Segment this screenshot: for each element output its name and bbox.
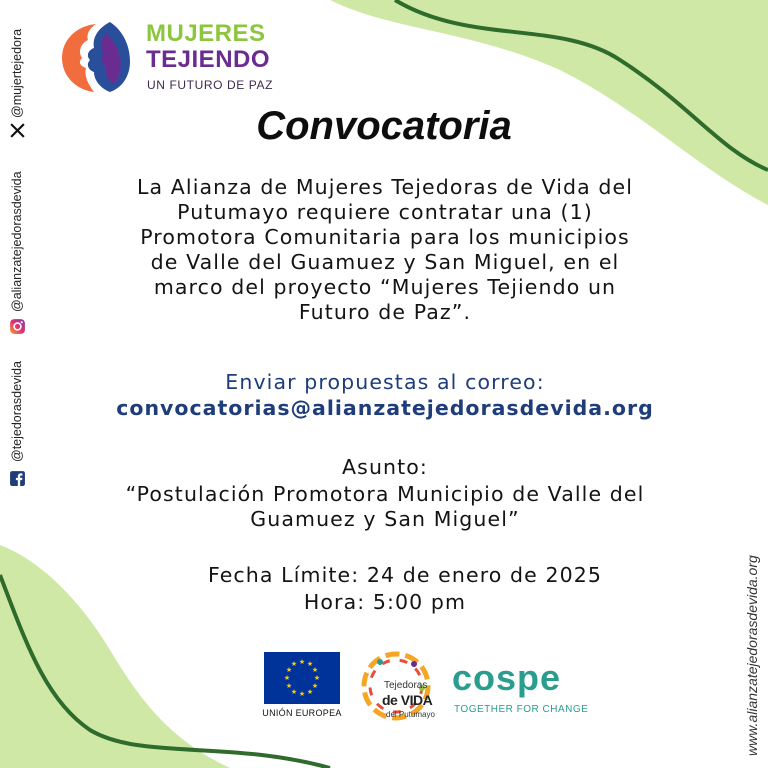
instagram-handle: @alianzatejedorasdevida — [10, 171, 24, 312]
svg-text:★: ★ — [285, 666, 293, 674]
subject-line: Guamuez y San Miguel” — [250, 507, 520, 531]
contact-email-link[interactable]: convocatorias@alianzatejedorasdevida.org — [116, 396, 654, 420]
logo-line-1: MUJERES — [146, 20, 266, 47]
body-line: La Alianza de Mujeres Tejedoras de Vida del — [136, 175, 634, 199]
body-line: marco del proyecto “Mujeres Tejiendo un — [153, 275, 617, 299]
subject-label: Asunto: — [342, 455, 428, 479]
svg-text:★: ★ — [311, 666, 319, 674]
eu-label: UNIÓN EUROPEA — [262, 708, 342, 718]
subject-text — [40, 482, 730, 532]
cospe-logo: cospe — [452, 657, 562, 698]
tejedoras-line-2: de VIDA — [382, 692, 433, 708]
deadline-date: Fecha Límite: 24 de enero de 2025 — [207, 563, 603, 587]
svg-text:★: ★ — [313, 674, 321, 682]
svg-text:★: ★ — [298, 690, 306, 698]
mujeres-tejiendo-logo — [58, 18, 298, 98]
social-media-strip — [0, 0, 36, 500]
body-line: Promotora Comunitaria para los municipios — [140, 225, 630, 249]
svg-text:★: ★ — [285, 682, 293, 690]
page-title: Convocatoria — [256, 104, 512, 148]
svg-text:★: ★ — [311, 682, 319, 690]
subject-line: “Postulación Promotora Municipio de Valle del — [125, 482, 645, 506]
tejedoras-line-3: del Putumayo — [386, 710, 435, 719]
svg-text:★: ★ — [290, 660, 298, 668]
svg-text:★: ★ — [306, 688, 314, 696]
eu-flag-icon — [264, 652, 340, 704]
instagram-icon — [9, 318, 26, 335]
svg-text:★: ★ — [290, 688, 298, 696]
body-line: Futuro de Paz”. — [298, 300, 472, 324]
profile-faces-icon — [58, 18, 140, 98]
logo-line-2: TEJIENDO — [146, 46, 271, 73]
svg-text:★: ★ — [298, 658, 306, 666]
announcement-body — [40, 175, 730, 325]
partner-logos — [0, 640, 768, 740]
website-url: www.alianzatejedorasdevida.org — [744, 555, 760, 756]
body-line: Putumayo requiere contratar una (1) — [177, 200, 593, 224]
cospe-tagline: TOGETHER FOR CHANGE — [454, 704, 589, 715]
tejedoras-line-1: Tejedoras — [384, 680, 428, 691]
facebook-icon — [9, 470, 26, 487]
svg-text:★: ★ — [283, 674, 291, 682]
logo-tagline: UN FUTURO DE PAZ — [147, 78, 274, 92]
facebook-handle: @tejedorasdevida — [10, 361, 24, 462]
twitter-handle: @mujertejedora — [10, 28, 24, 118]
body-line: de Valle del Guamuez y San Miguel, en el — [150, 250, 620, 274]
send-proposals-label: Enviar propuestas al correo: — [225, 370, 545, 394]
svg-text:★: ★ — [306, 660, 314, 668]
deadline-time: Hora: 5:00 pm — [303, 590, 467, 614]
tejedoras-de-vida-logo-icon — [358, 648, 434, 734]
